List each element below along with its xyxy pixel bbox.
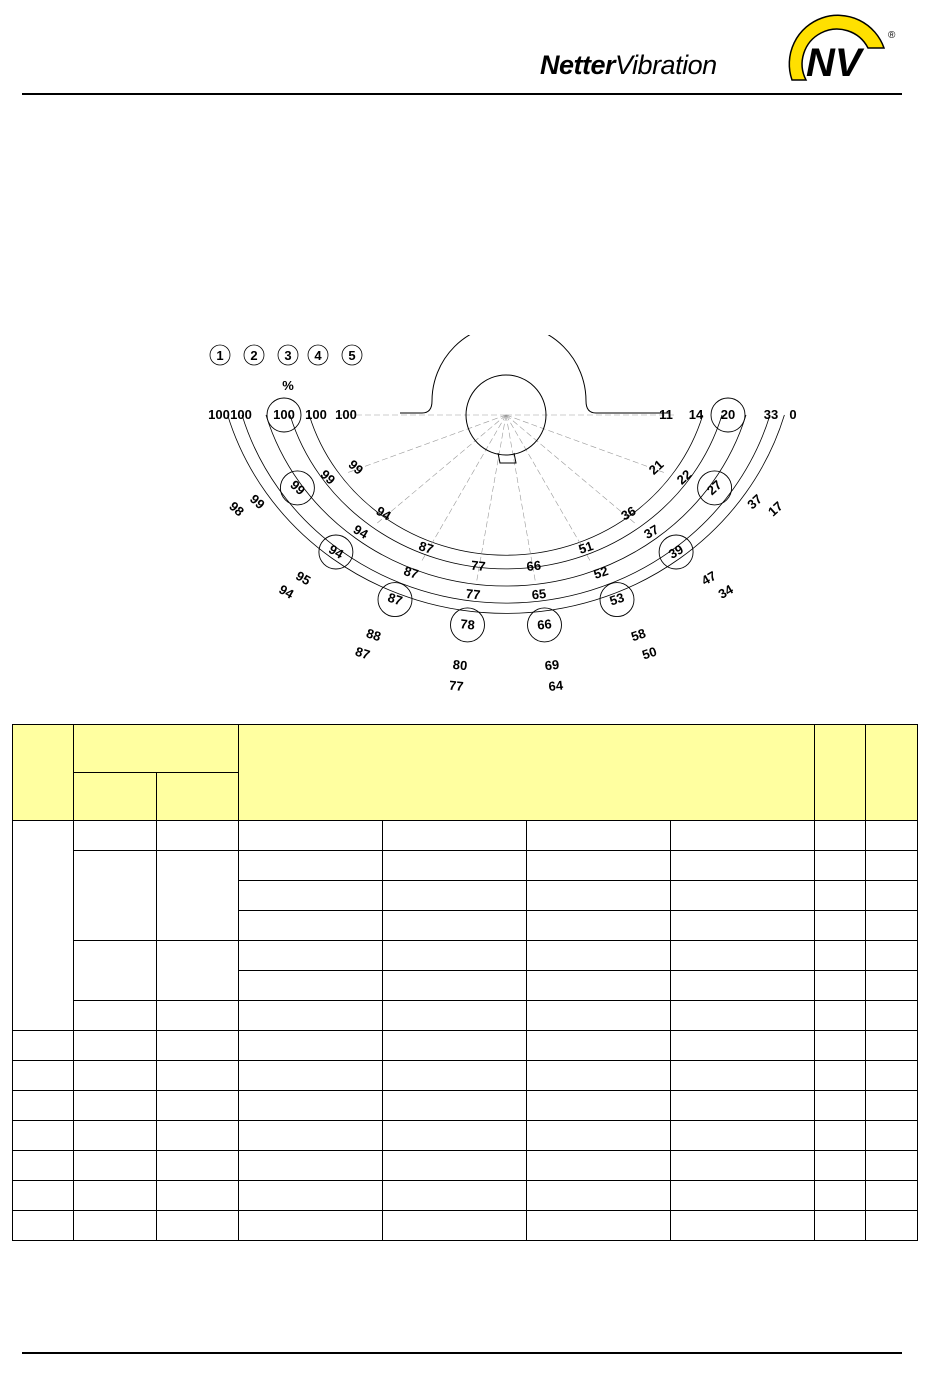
table-cell[interactable] [74, 1091, 157, 1121]
ring-number-5: 5 [348, 348, 356, 363]
table-cell[interactable] [157, 1001, 239, 1031]
table-row [13, 725, 918, 773]
table-cell[interactable] [527, 1001, 671, 1031]
table-cell[interactable] [239, 1211, 383, 1241]
table-cell[interactable] [671, 971, 815, 1001]
table-cell[interactable] [815, 881, 866, 911]
table-cell[interactable] [383, 821, 527, 851]
table-row [13, 1121, 918, 1151]
table-cell[interactable] [527, 1031, 671, 1061]
table-cell[interactable] [866, 1181, 918, 1211]
scale-value-ring-3: 99 [287, 477, 309, 498]
table-cell[interactable] [74, 821, 157, 851]
scale-value-ring-4: 37 [641, 521, 662, 542]
scale-value-ring-4: 65 [530, 585, 547, 603]
table-cell[interactable] [527, 1121, 671, 1151]
brand-wordmark [540, 50, 717, 81]
brand-name-rest: Vibration [615, 50, 717, 80]
table-cell[interactable] [527, 1151, 671, 1181]
scale-value-ring-5: 77 [470, 557, 487, 575]
table-cell[interactable] [383, 1061, 527, 1091]
table-cell[interactable] [815, 1001, 866, 1031]
table-cell[interactable] [383, 1091, 527, 1121]
table-cell[interactable] [74, 1151, 157, 1181]
table-cell[interactable] [671, 1061, 815, 1091]
table-cell[interactable] [866, 941, 918, 971]
brand-name-bold: Netter [540, 50, 616, 80]
table-cell[interactable] [527, 1091, 671, 1121]
scale-value-ring-2: 69 [543, 656, 560, 674]
table-cell[interactable] [671, 1121, 815, 1151]
table-row [13, 941, 918, 971]
table-cell[interactable] [866, 821, 918, 851]
table-cell[interactable] [527, 881, 671, 911]
table-cell[interactable] [671, 1031, 815, 1061]
table-cell[interactable] [157, 1121, 239, 1151]
table-cell[interactable] [866, 1121, 918, 1151]
scale-value-ring-3: 39 [665, 541, 686, 562]
scale-value-ring-3: 66 [536, 616, 553, 633]
table-cell[interactable] [239, 1031, 383, 1061]
table-cell[interactable] [13, 1121, 74, 1151]
table-cell[interactable] [527, 1181, 671, 1211]
table-cell[interactable] [157, 1211, 239, 1241]
table-cell[interactable] [157, 941, 239, 1001]
table-cell[interactable] [866, 1151, 918, 1181]
table-cell[interactable] [866, 881, 918, 911]
table-cell[interactable] [815, 971, 866, 1001]
scale-value-ring-1: 100 [208, 407, 230, 422]
table-cell[interactable] [866, 1001, 918, 1031]
table-cell[interactable] [157, 1181, 239, 1211]
header-rule [22, 93, 902, 95]
scale-value-ring-2: 33 [763, 407, 779, 422]
table-row [13, 1001, 918, 1031]
table-cell[interactable] [239, 881, 383, 911]
table-cell[interactable] [527, 1061, 671, 1091]
scale-value-ring-1: 94 [276, 581, 297, 602]
table-cell[interactable] [671, 881, 815, 911]
scale-value-ring-3: 20 [720, 407, 736, 422]
nv-logo [780, 8, 900, 88]
unit-label: % [282, 378, 294, 393]
header-cell [815, 725, 866, 821]
table-row [13, 1181, 918, 1211]
table-cell[interactable] [13, 1091, 74, 1121]
table-row [13, 821, 918, 851]
scale-value-ring-1: 77 [448, 677, 465, 695]
table-cell[interactable] [671, 1211, 815, 1241]
table-cell[interactable] [527, 1211, 671, 1241]
table-cell[interactable] [157, 851, 239, 941]
scale-value-ring-2: 58 [629, 625, 648, 645]
scale-ray [346, 415, 506, 473]
scale-value-ring-1: 34 [715, 581, 736, 602]
ring-number-4: 4 [314, 348, 322, 363]
scale-value-ring-1: 50 [640, 643, 659, 663]
table-cell[interactable] [383, 1001, 527, 1031]
table-cell[interactable] [866, 1211, 918, 1241]
scale-value-ring-3: 87 [385, 589, 405, 609]
scale-value-ring-5: 66 [525, 557, 542, 575]
table-cell[interactable] [157, 821, 239, 851]
table-cell[interactable] [383, 1031, 527, 1061]
scale-value-ring-3: 78 [459, 616, 476, 633]
scale-value-ring-5: 11 [659, 407, 673, 422]
table-cell[interactable] [383, 1151, 527, 1181]
table-cell[interactable] [74, 1061, 157, 1091]
table-cell[interactable] [527, 941, 671, 971]
header-cell [157, 773, 239, 821]
table-cell[interactable] [157, 1061, 239, 1091]
ring-number-2: 2 [250, 348, 258, 363]
table-cell[interactable] [671, 911, 815, 941]
table-cell[interactable] [383, 1121, 527, 1151]
table-cell[interactable] [383, 971, 527, 1001]
table-cell[interactable] [13, 1031, 74, 1061]
table-cell[interactable] [239, 1061, 383, 1091]
footer-rule [22, 1352, 902, 1354]
scale-value-ring-2: 88 [364, 625, 383, 645]
table-cell[interactable] [815, 1181, 866, 1211]
table-cell[interactable] [239, 821, 383, 851]
scale-value-ring-2: 37 [744, 491, 766, 513]
table-cell[interactable] [13, 1211, 74, 1241]
table-cell[interactable] [671, 1001, 815, 1031]
table-cell[interactable] [671, 1151, 815, 1181]
table-cell[interactable] [383, 1181, 527, 1211]
scale-value-ring-5: 94 [373, 503, 394, 524]
table-cell[interactable] [866, 1061, 918, 1091]
table-cell[interactable] [866, 911, 918, 941]
table-cell[interactable] [239, 851, 383, 881]
scale-value-ring-4: 100 [305, 407, 327, 422]
table-cell[interactable] [815, 911, 866, 941]
data-table [12, 724, 918, 1241]
table-cell[interactable] [13, 1151, 74, 1181]
table-cell[interactable] [74, 941, 157, 1001]
table-cell[interactable] [157, 1031, 239, 1061]
scale-value-ring-5: 99 [345, 456, 367, 478]
scale-ray [373, 415, 506, 524]
scale-value-ring-4: 77 [465, 585, 482, 603]
scale-value-ring-4: 14 [688, 407, 704, 422]
scale-value-ring-4: 22 [673, 466, 695, 488]
table-cell[interactable] [13, 821, 74, 1031]
scale-value-ring-1: 17 [764, 498, 786, 520]
table-cell[interactable] [157, 1151, 239, 1181]
header-cell [74, 773, 157, 821]
scale-value-ring-2: 100 [230, 407, 252, 422]
scale-value-ring-3: 27 [703, 477, 725, 498]
scale-value-ring-2: 95 [293, 567, 314, 589]
scale-value-ring-1: 0 [789, 407, 797, 422]
table-cell[interactable] [815, 1151, 866, 1181]
table-cell[interactable] [671, 1181, 815, 1211]
table-cell[interactable] [815, 1091, 866, 1121]
scale-value-ring-3: 100 [273, 407, 295, 422]
scale-value-ring-1: 98 [226, 498, 248, 520]
table-cell[interactable] [527, 851, 671, 881]
table-row [13, 1151, 918, 1181]
scale-value-ring-4: 52 [591, 563, 611, 582]
table-cell[interactable] [866, 851, 918, 881]
table-cell[interactable] [383, 1211, 527, 1241]
table-cell[interactable] [74, 1121, 157, 1151]
table-cell[interactable] [239, 1181, 383, 1211]
scale-value-ring-2: 47 [698, 567, 719, 589]
ring-number-3: 3 [284, 348, 292, 363]
table-cell[interactable] [74, 851, 157, 941]
table-row [13, 851, 918, 881]
table-cell[interactable] [527, 911, 671, 941]
table-cell[interactable] [815, 1121, 866, 1151]
table-cell[interactable] [13, 1061, 74, 1091]
header-cell [239, 725, 815, 821]
header-cell [13, 725, 74, 821]
table-cell[interactable] [383, 881, 527, 911]
ring-number-1: 1 [216, 348, 224, 363]
table-cell[interactable] [671, 941, 815, 971]
table-cell[interactable] [866, 971, 918, 1001]
table-cell[interactable] [239, 1121, 383, 1151]
table-cell[interactable] [74, 1001, 157, 1031]
table-cell[interactable] [239, 911, 383, 941]
table-cell[interactable] [74, 1031, 157, 1061]
logo-text: NV [806, 41, 862, 85]
scale-value-ring-5: 51 [576, 538, 596, 557]
table-cell[interactable] [383, 851, 527, 881]
scale-value-ring-1: 87 [353, 643, 372, 663]
scale-value-ring-5: 21 [645, 456, 667, 478]
table-cell[interactable] [74, 1211, 157, 1241]
table-cell[interactable] [239, 941, 383, 971]
table-cell[interactable] [527, 821, 671, 851]
table-cell[interactable] [815, 1061, 866, 1091]
scale-ray [506, 415, 639, 524]
scale-value-ring-4: 94 [350, 521, 371, 542]
scale-value-ring-3: 53 [607, 589, 627, 609]
scale-value-ring-5: 87 [416, 538, 436, 557]
table-cell[interactable] [239, 971, 383, 1001]
scale-value-ring-2: 99 [246, 491, 268, 513]
table-row [13, 1211, 918, 1241]
header-cell [74, 725, 239, 773]
scale-ray [506, 415, 666, 473]
table-cell[interactable] [157, 1091, 239, 1121]
table-cell[interactable] [815, 1211, 866, 1241]
scale-value-ring-5: 36 [618, 503, 639, 524]
table-cell[interactable] [671, 851, 815, 881]
table-cell[interactable] [671, 821, 815, 851]
table-cell[interactable] [866, 1091, 918, 1121]
table-cell[interactable] [239, 1151, 383, 1181]
weight-setting-diagram [200, 335, 810, 710]
table-cell[interactable] [866, 1031, 918, 1061]
table-cell[interactable] [239, 1001, 383, 1031]
scale-value-ring-2: 80 [452, 656, 469, 674]
scale-value-ring-1: 64 [547, 677, 564, 695]
table-cell[interactable] [815, 851, 866, 881]
table-row [13, 1031, 918, 1061]
scale-value-ring-3: 94 [326, 541, 347, 562]
table-cell[interactable] [383, 911, 527, 941]
table-cell[interactable] [74, 1181, 157, 1211]
table-cell[interactable] [527, 971, 671, 1001]
scale-arc-1 [228, 415, 785, 613]
table-cell[interactable] [815, 1031, 866, 1061]
table-cell[interactable] [815, 821, 866, 851]
scale-value-ring-5: 100 [335, 407, 357, 422]
table-cell[interactable] [671, 1091, 815, 1121]
scale-value-ring-4: 99 [317, 466, 339, 488]
table-cell[interactable] [239, 1091, 383, 1121]
table-cell[interactable] [815, 941, 866, 971]
table-row [13, 1061, 918, 1091]
logo-registered-mark: ® [888, 30, 896, 41]
table-cell[interactable] [13, 1181, 74, 1211]
table-row [13, 1091, 918, 1121]
scale-value-ring-4: 87 [401, 563, 421, 582]
header-cell [866, 725, 918, 821]
table-cell[interactable] [383, 941, 527, 971]
